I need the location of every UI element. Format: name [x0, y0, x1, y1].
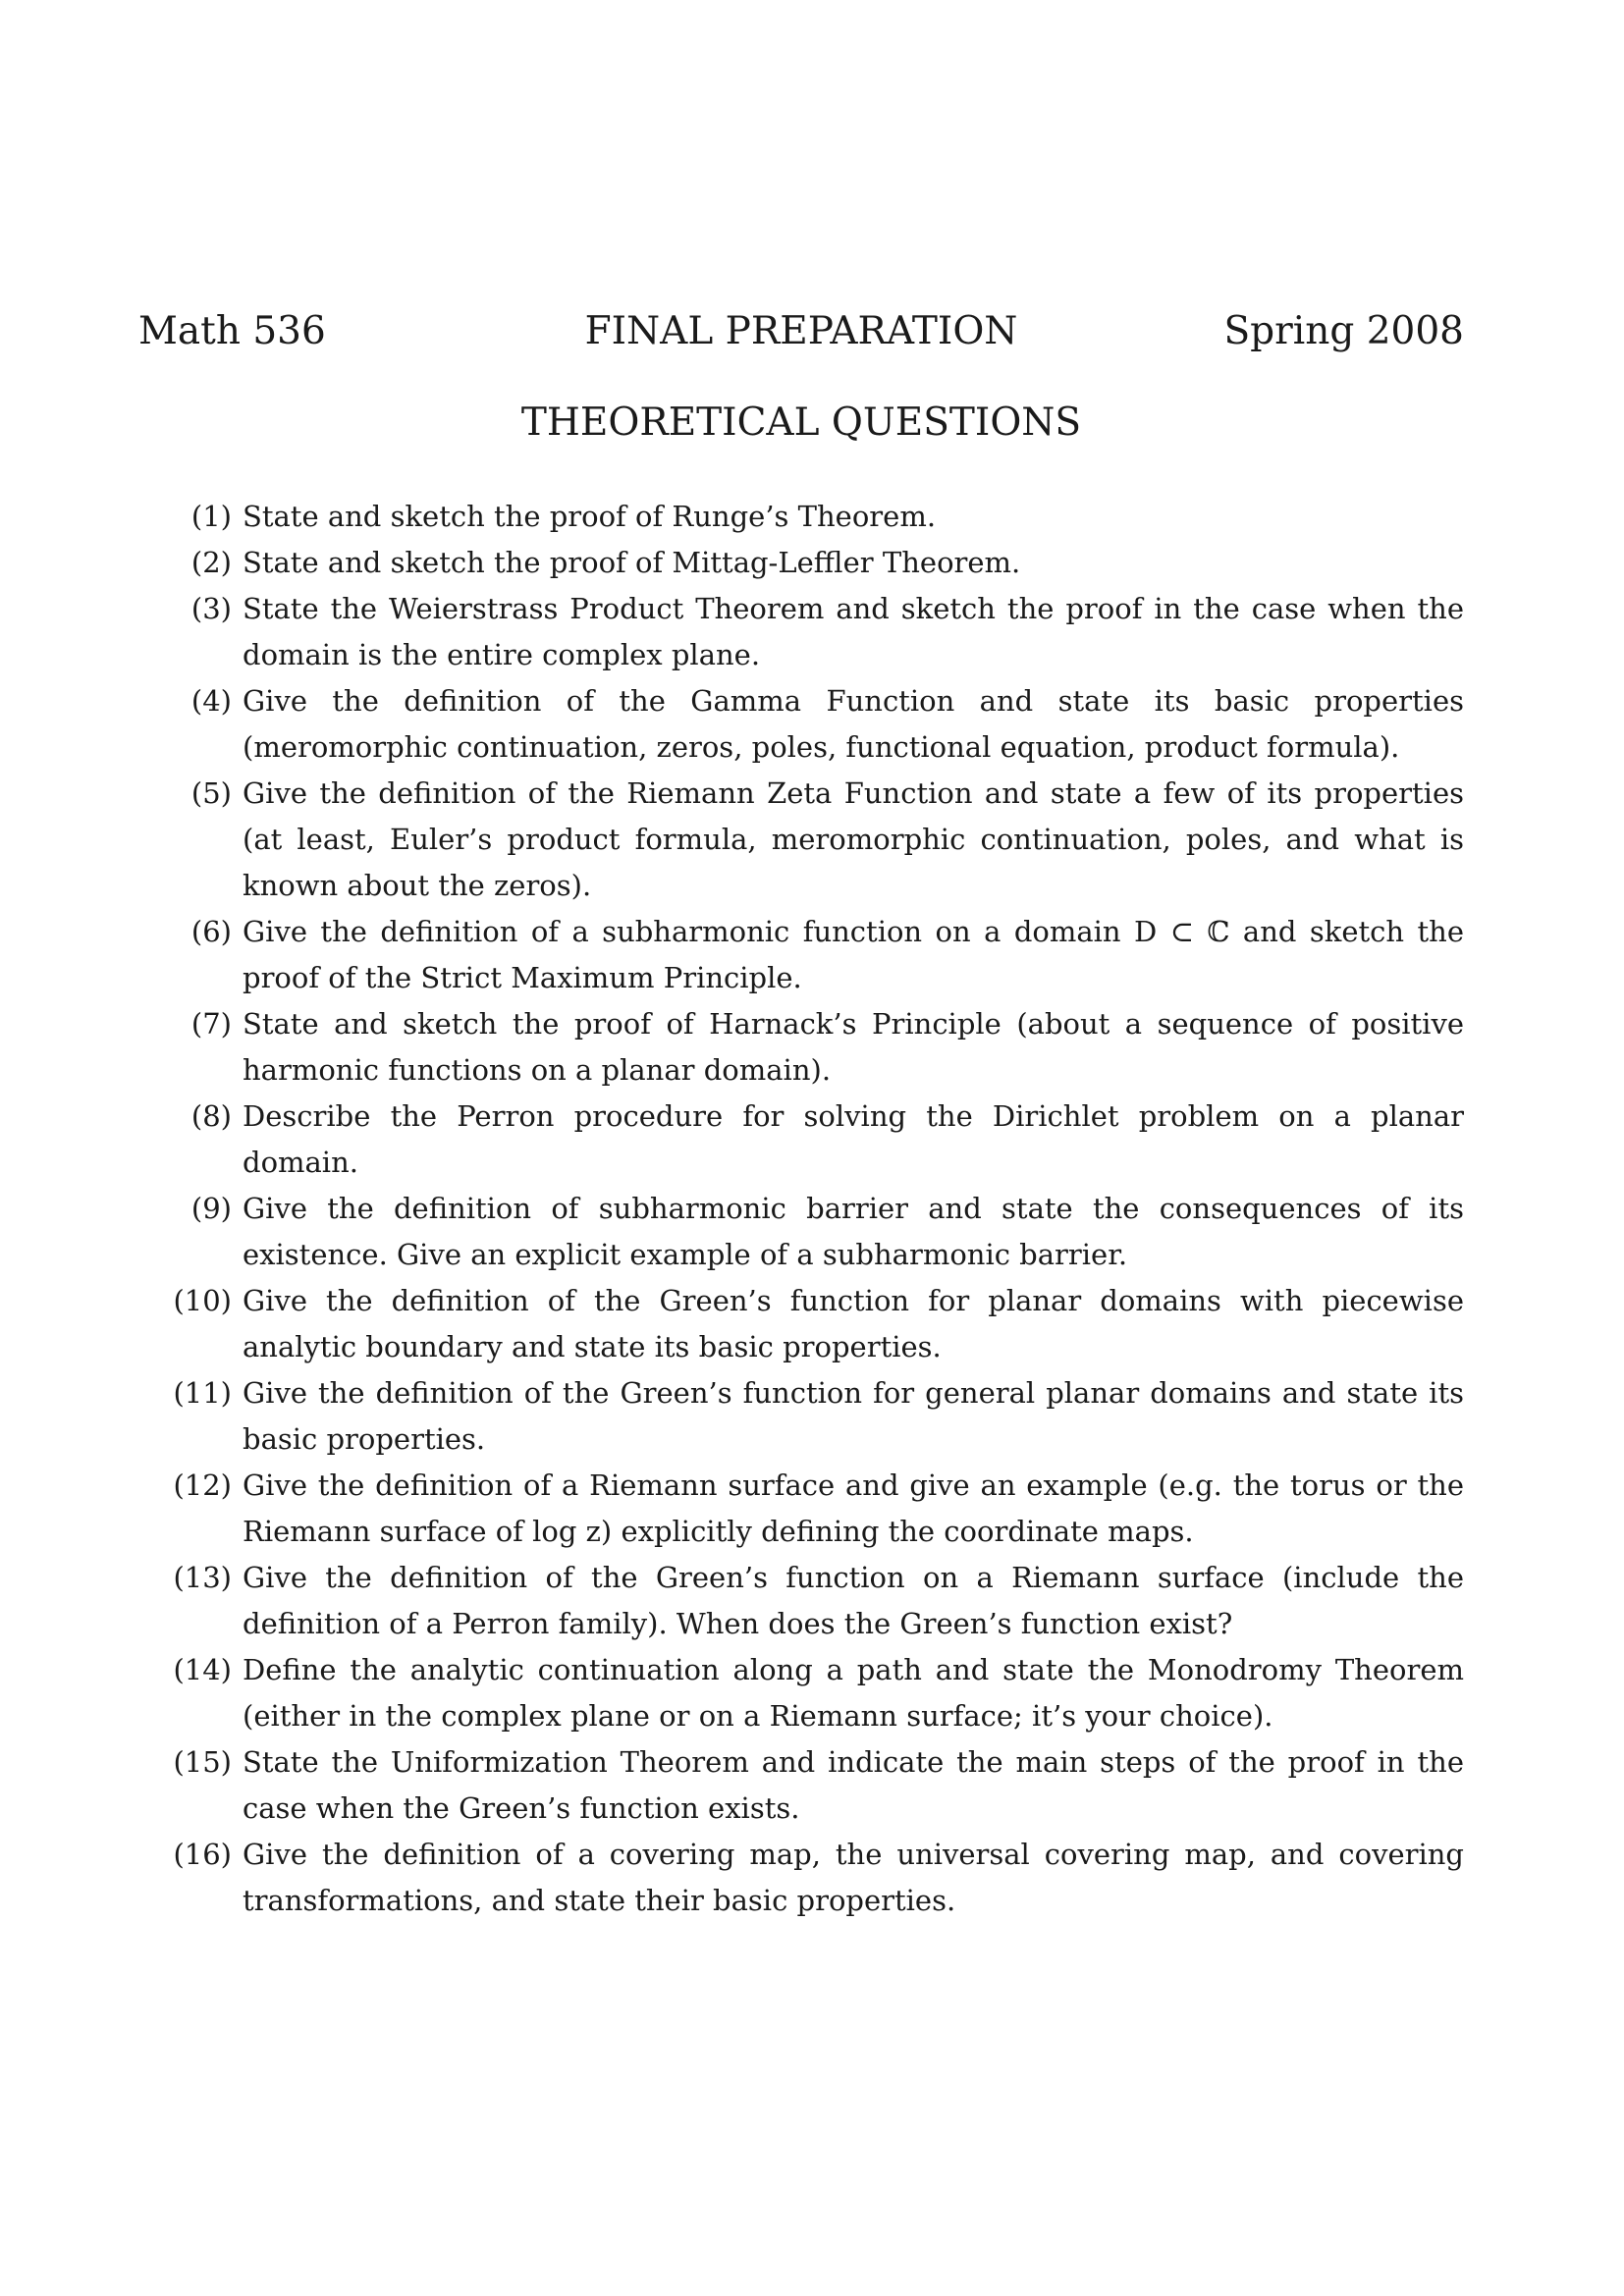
question-text: Give the definition of a covering map, the universal covering map, and covering transformations, and state their basic properties. — [243, 1838, 1464, 1917]
question-text: Give the definition of a Riemann surface and give an example (e.g. the torus or the Riemann surface of log z) explicitly defining the coordinate maps. — [243, 1468, 1464, 1548]
question-item — [157, 1555, 1464, 1647]
question-number: (14) — [173, 1653, 232, 1686]
question-number: (11) — [173, 1376, 232, 1410]
question-text: Give the definition of the Gamma Function and state its basic properties (meromorphic continuation, zeros, poles, functional equation, product formula). — [243, 684, 1464, 764]
question-text: Give the definition of the Green’s function on a Riemann surface (include the definition of a Perron family). When does the Green’s function exist? — [243, 1561, 1464, 1640]
question-item — [157, 1370, 1464, 1463]
question-number: (8) — [190, 1099, 232, 1133]
question-text: State and sketch the proof of Mittag-Leffler Theorem. — [243, 546, 1021, 579]
question-number: (4) — [190, 684, 232, 718]
question-item — [157, 1001, 1464, 1094]
question-item — [157, 494, 1464, 540]
question-number: (12) — [173, 1468, 232, 1502]
course-name: Math 536 — [138, 309, 326, 353]
question-item — [157, 1278, 1464, 1370]
question-text: State and sketch the proof of Harnack’s Principle (about a sequence of positive harmonic functions on a planar domain). — [243, 1007, 1464, 1087]
question-number: (5) — [190, 776, 232, 810]
question-text: Describe the Perron procedure for solving the Dirichlet problem on a planar domain. — [243, 1099, 1464, 1179]
question-item — [157, 1463, 1464, 1555]
question-number: (6) — [190, 915, 232, 948]
question-text: Give the definition of a subharmonic function on a domain D ⊂ ℂ and sketch the proof of the Strict Maximum Principle. — [243, 915, 1464, 994]
question-number: (13) — [173, 1561, 232, 1594]
question-text: State the Weierstrass Product Theorem and sketch the proof in the case when the domain is the entire complex plane. — [243, 592, 1464, 671]
question-number: (1) — [190, 500, 232, 533]
question-text: State the Uniformization Theorem and indicate the main steps of the proof in the case when the Green’s function exists. — [243, 1745, 1464, 1825]
question-number: (2) — [190, 546, 232, 579]
term: Spring 2008 — [1223, 309, 1464, 353]
question-number: (3) — [190, 592, 232, 625]
question-item — [157, 1186, 1464, 1278]
question-item — [157, 1832, 1464, 1924]
question-item — [157, 909, 1464, 1001]
question-item — [157, 586, 1464, 678]
question-text: Give the definition of the Green’s function for planar domains with piecewise analytic boundary and state its basic properties. — [243, 1284, 1464, 1363]
question-text: Give the definition of the Green’s function for general planar domains and state its basic properties. — [243, 1376, 1464, 1456]
question-item — [157, 1647, 1464, 1739]
question-number: (16) — [173, 1838, 232, 1871]
question-number: (10) — [173, 1284, 232, 1317]
question-text: Give the definition of the Riemann Zeta Function and state a few of its properties (at least, Euler’s product formula, meromorphic continuation, poles, and what is known about the zeros). — [243, 776, 1464, 902]
question-text: Define the analytic continuation along a path and state the Monodromy Theorem (either in the complex plane or on a Riemann surface; it’s your choice). — [243, 1653, 1464, 1733]
question-text: Give the definition of subharmonic barrier and state the consequences of its existence. Give an explicit example of a subharmonic barrier. — [243, 1192, 1464, 1271]
question-number: (15) — [173, 1745, 232, 1779]
section-title: THEORETICAL QUESTIONS — [520, 400, 1082, 445]
question-text: State and sketch the proof of Runge’s Theorem. — [243, 500, 937, 533]
question-list — [157, 494, 1464, 1924]
question-number: (9) — [190, 1192, 232, 1225]
question-item — [157, 771, 1464, 909]
question-number: (7) — [190, 1007, 232, 1041]
question-item — [157, 540, 1464, 586]
question-item — [157, 1739, 1464, 1832]
page-header — [138, 302, 1464, 361]
question-item — [157, 1094, 1464, 1186]
question-item — [157, 678, 1464, 771]
document-title: FINAL PREPARATION — [584, 309, 1018, 353]
